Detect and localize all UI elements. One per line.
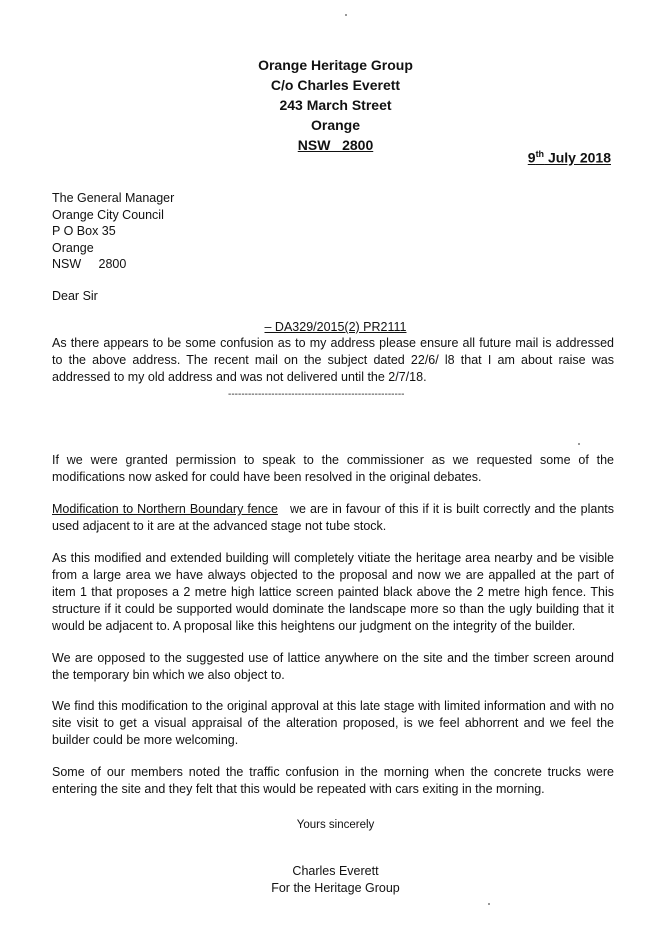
reference-line: – DA329/2015(2) PR2111 [264,320,407,334]
letterhead-care-of: C/o Charles Everett [270,77,401,93]
date-month-year: July 2018 [544,149,611,166]
recipient-line-4: Orange [52,240,94,255]
scan-speck [345,14,347,16]
letterhead-state-postcode: NSW 2800 [297,137,374,153]
scan-speck [578,443,580,445]
signature-name: Charles Everett [292,864,379,878]
letterhead-street: 243 March Street [279,97,392,113]
divider-line: ----------------------------------------------------- [228,389,405,400]
paragraph-address-notice: As there appears to be some confusion as to my address please ensure all future mail is addressed to the above address. The recent mail on the subject dated 22/6/ l8 that I am about raise was addressed to my old address and was not delivered until the 2/7/18. [52,336,614,384]
closing: Yours sincerely [296,819,375,831]
paragraph-building-objection: As this modified and extended building will completely vitiate the heritage area nearby and be visible from a large area we have always objected to the proposal and now we are appalled at the part of item 1 that proposes a 2 metre high lattice screen painted black above the 2 metre high fence. This structure if it could be supported would dominate the landscape more so than the ugly building that it would be adjacent to. A proposal like this heightens our judgment on the integrity of the builder. [52,551,614,633]
date-suffix: th [535,149,545,159]
recipient-line-5: NSW 2800 [52,257,127,271]
paragraph-traffic-confusion: Some of our members noted the traffic confusion in the morning when the concrete trucks were entering the site and they felt that this would be repeated with cars exiting in the morning. [52,765,614,796]
recipient-address [52,190,174,273]
paragraph-modification-abhorrent: We find this modification to the original approval at this late stage with limited information and with no site visit to get a visual appraisal of the alteration proposed, is we feel abhorrent and we feel the builder could be more welcoming. [52,699,614,747]
signature-block [0,863,671,897]
date-day: 9 [527,149,536,166]
paragraph-northern-fence [52,501,618,535]
recipient-line-3: P O Box 35 [52,224,116,238]
paragraph-lattice-opposition: We are opposed to the suggested use of lattice anywhere on the site and the timber screen around the temporary bin which we also object to. [52,651,614,682]
signature-title: For the Heritage Group [271,881,400,895]
salutation: Dear Sir [52,289,98,303]
recipient-line-2: Orange City Council [52,207,164,222]
letterhead-org: Orange Heritage Group [258,57,413,73]
letterhead-town: Orange [310,117,360,133]
letter-date [528,149,611,166]
northern-fence-body: we are in favour of this if it is built correctly and the plants used adjacent to it are at the advanced stage not tube stock. [52,502,618,533]
recipient-line-1: The General Manager [52,191,175,205]
scan-speck [488,903,490,905]
letterhead [0,55,671,155]
heading-northern-fence: Modification to Northern Boundary fence [52,502,278,516]
paragraph-permission: If we were granted permission to speak to the commissioner as we requested some of the modifications now asked for could have been resolved in the original debates. [52,453,614,484]
